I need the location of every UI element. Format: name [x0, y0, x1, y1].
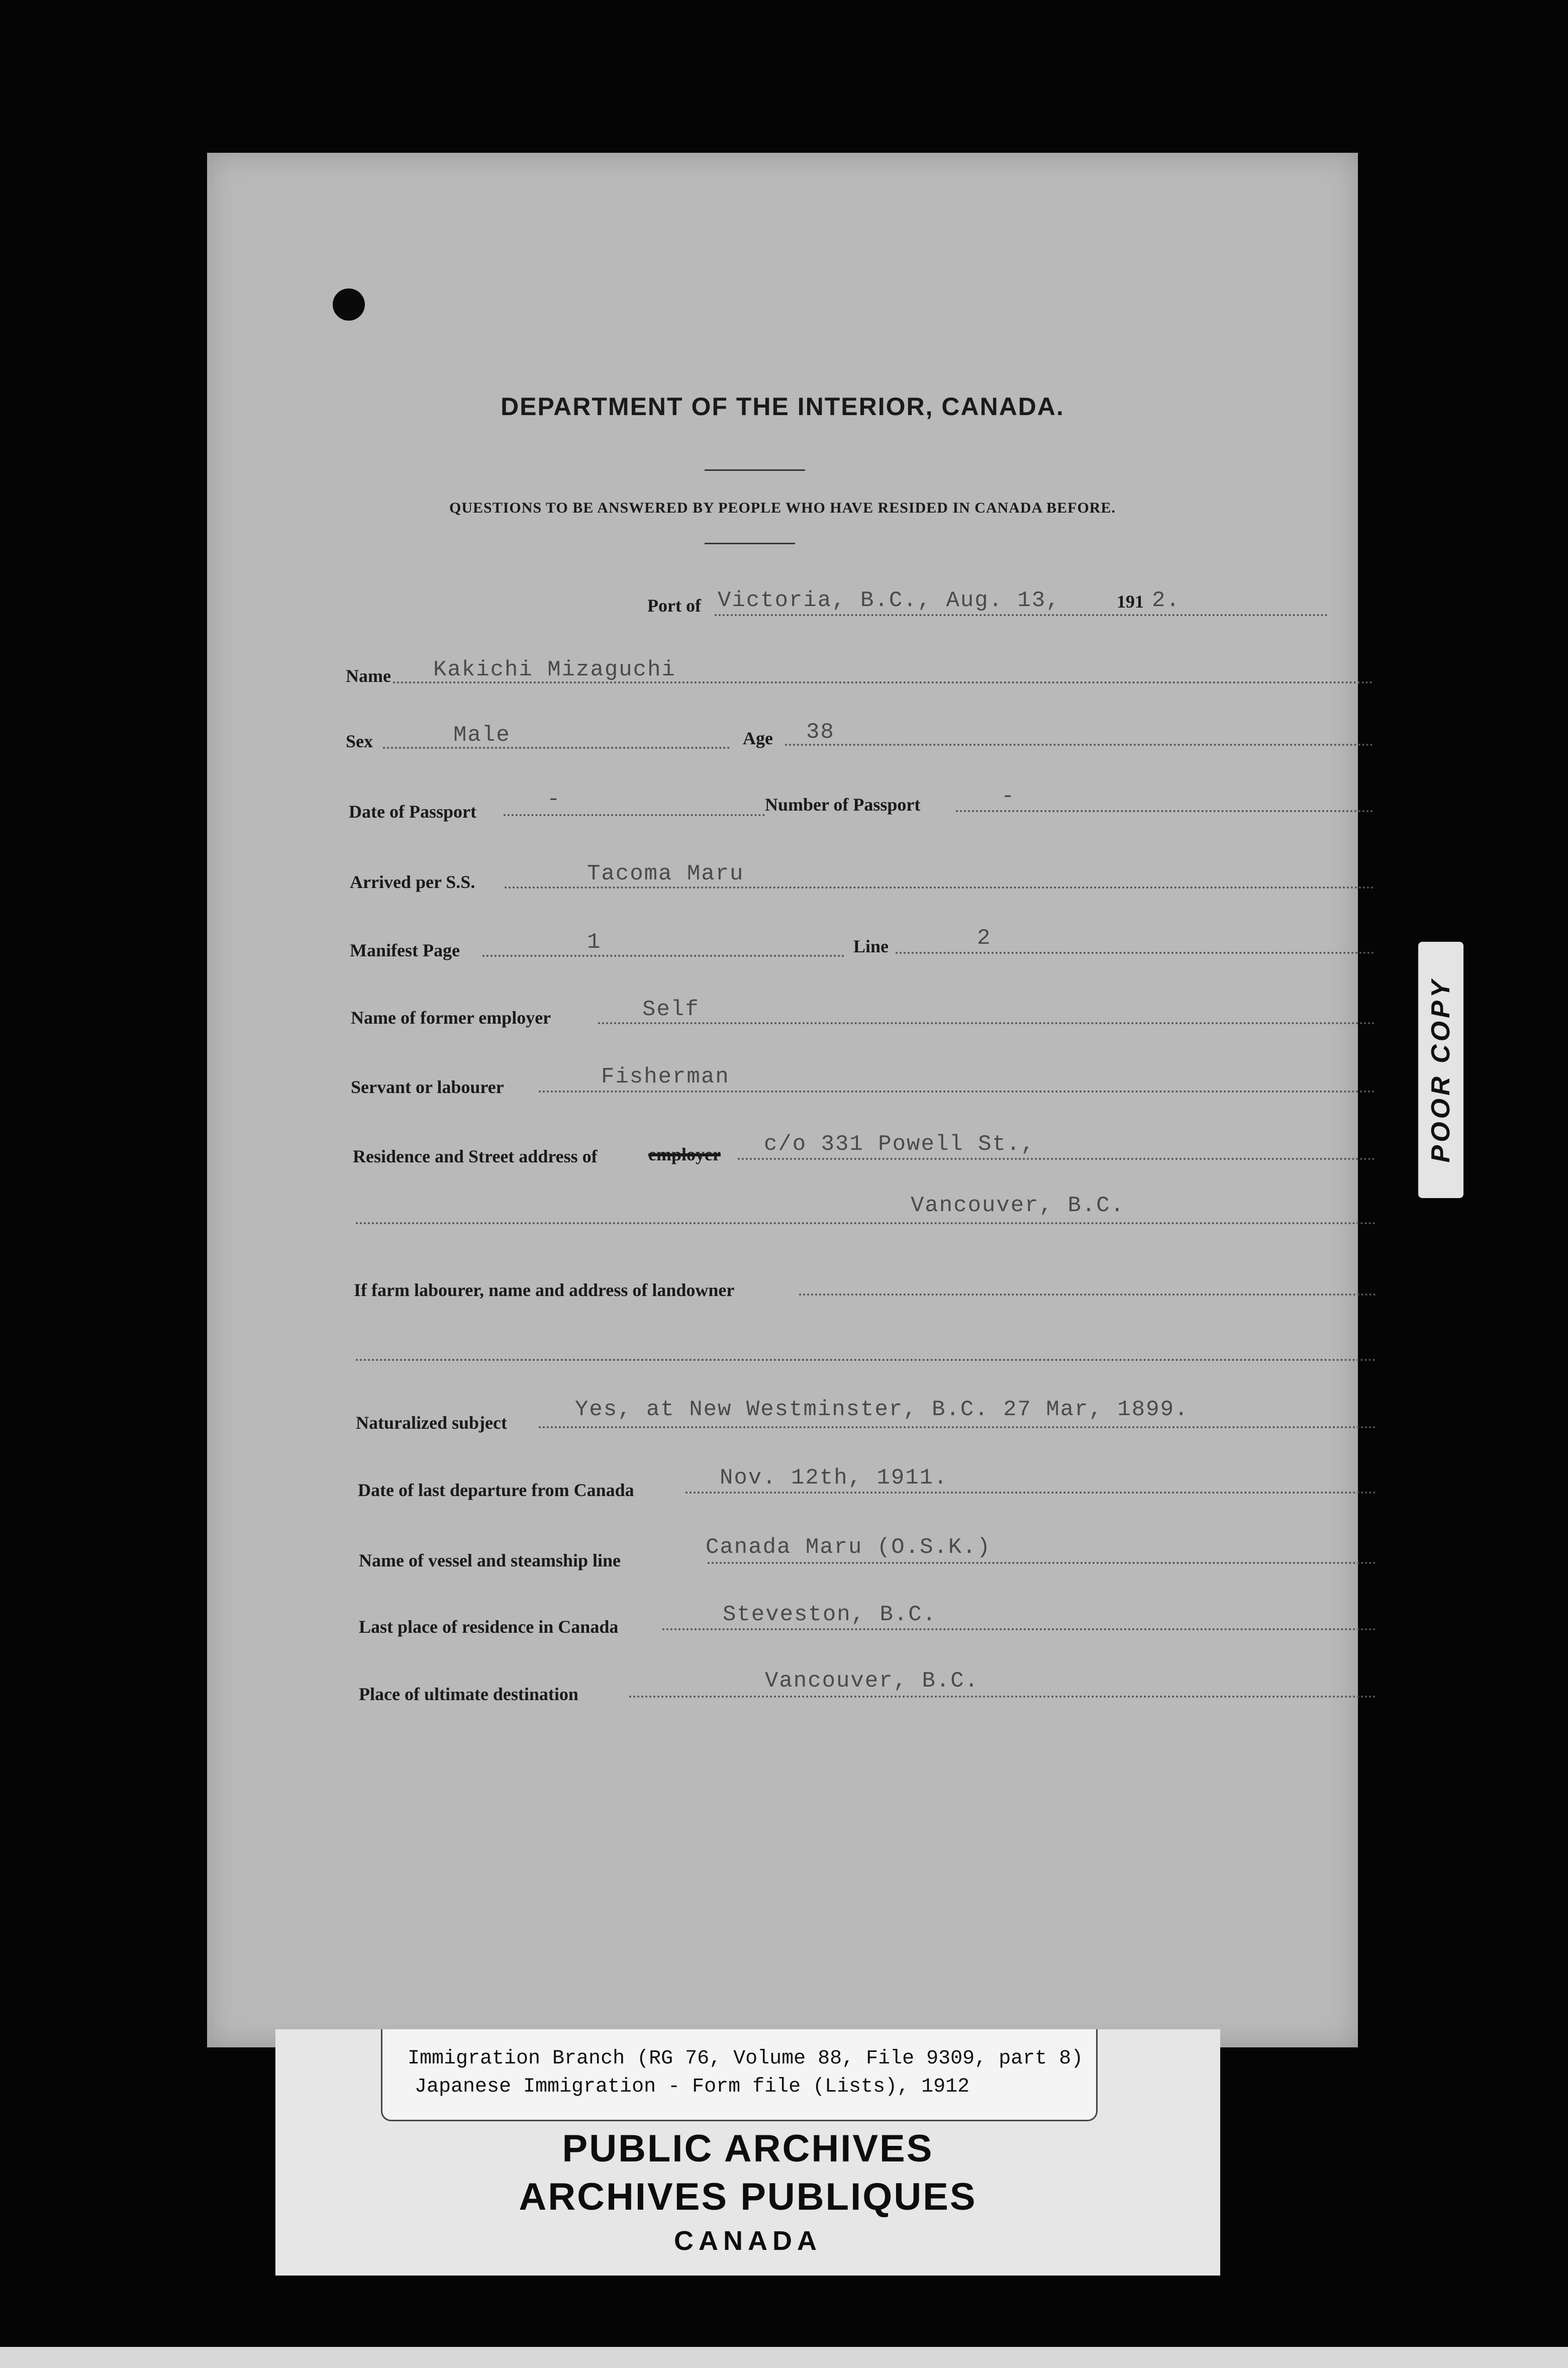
form-title: DEPARTMENT OF THE INTERIOR, CANADA. [501, 392, 1064, 421]
former-employer-dotted-line [598, 1022, 1375, 1024]
residence-dotted-line-2 [356, 1222, 1376, 1224]
last-residence-value: Steveston, B.C. [723, 1602, 937, 1627]
naturalized-dotted-line [539, 1426, 1376, 1428]
manifest-page-value: 1 [587, 930, 602, 955]
poor-copy-text: POOR COPY [1426, 977, 1455, 1163]
number-of-passport-label: Number of Passport [765, 795, 921, 815]
residence-struck-word: employer [648, 1144, 721, 1164]
arrived-per-value: Tacoma Maru [587, 861, 744, 886]
residence-value: c/o 331 Powell St., [764, 1132, 1035, 1157]
residence-label: Residence and Street address of [353, 1146, 598, 1166]
number-of-passport-value: - [1001, 784, 1016, 809]
number-of-passport-dotted-line [956, 810, 1373, 812]
destination-value: Vancouver, B.C. [765, 1668, 979, 1694]
farm-labourer-dotted-line [799, 1294, 1376, 1296]
divider [705, 543, 795, 544]
name-value: Kakichi Mizaguchi [433, 657, 676, 682]
servant-or-labourer-dotted-line [539, 1091, 1375, 1093]
port-value: Victoria, B.C., Aug. 13, [718, 588, 1060, 613]
archives-line-3: CANADA [674, 2226, 822, 2256]
last-residence-dotted-line [662, 1628, 1376, 1630]
sex-label: Sex [346, 731, 373, 751]
former-employer-label: Name of former employer [351, 1008, 551, 1028]
last-departure-dotted-line [685, 1492, 1376, 1494]
vessel-label: Name of vessel and steamship line [359, 1550, 621, 1570]
vessel-value: Canada Maru (O.S.K.) [706, 1535, 992, 1560]
servant-or-labourer-label: Servant or labourer [351, 1077, 504, 1097]
age-label: Age [743, 728, 773, 748]
arrived-per-label: Arrived per S.S. [350, 872, 475, 892]
poor-copy-stamp [1418, 942, 1463, 1198]
destination-dotted-line [629, 1696, 1376, 1698]
last-residence-label: Last place of residence in Canada [359, 1617, 619, 1637]
reference-tab [381, 2029, 1098, 2121]
vessel-dotted-line [708, 1562, 1376, 1564]
form-subtitle: QUESTIONS TO BE ANSWERED BY PEOPLE WHO HAVE RESIDED IN CANADA BEFORE. [449, 500, 1116, 516]
sex-dotted-line [383, 747, 730, 749]
age-value: 38 [806, 720, 835, 745]
date-of-passport-label: Date of Passport [349, 802, 476, 822]
manifest-page-label: Manifest Page [350, 940, 460, 960]
residence-value-2: Vancouver, B.C. [911, 1193, 1125, 1218]
date-of-passport-value: - [547, 787, 561, 812]
archive-label [275, 2029, 1220, 2276]
archives-line-2: ARCHIVES PUBLIQUES [519, 2176, 977, 2218]
form-page [207, 153, 1358, 2047]
date-of-passport-dotted-line [504, 814, 765, 816]
archives-line-1: PUBLIC ARCHIVES [562, 2127, 934, 2170]
last-departure-label: Date of last departure from Canada [358, 1480, 634, 1500]
manifest-page-dotted-line [482, 955, 844, 957]
residence-dotted-line [738, 1158, 1375, 1160]
divider [705, 469, 805, 471]
port-dotted-line [715, 614, 1328, 616]
naturalized-value: Yes, at New Westminster, B.C. 27 Mar, 1899. [575, 1397, 1189, 1422]
farm-labourer-dotted-line-2 [356, 1359, 1376, 1361]
line-value: 2 [977, 926, 992, 951]
age-dotted-line [785, 744, 1373, 746]
line-label: Line [853, 936, 889, 956]
reference-line-2: Japanese Immigration - Form file (Lists), 1912 [415, 2076, 970, 2098]
former-employer-value: Self [642, 997, 700, 1022]
year-prefix: 191 [1117, 591, 1144, 612]
port-label: Port of [647, 596, 701, 616]
year-suffix: 2. [1152, 588, 1181, 613]
last-departure-value: Nov. 12th, 1911. [720, 1465, 948, 1491]
line-dotted-line [896, 952, 1374, 954]
name-label: Name [346, 666, 391, 686]
arrived-per-dotted-line [505, 886, 1374, 889]
punch-hole [333, 288, 365, 321]
naturalized-label: Naturalized subject [356, 1413, 507, 1433]
farm-labourer-label: If farm labourer, name and address of landowner [354, 1280, 735, 1300]
sex-value: Male [453, 723, 511, 748]
servant-or-labourer-value: Fisherman [601, 1064, 730, 1090]
destination-label: Place of ultimate destination [359, 1684, 578, 1704]
reference-line-1: Immigration Branch (RG 76, Volume 88, File 9309, part 8) [408, 2047, 1084, 2070]
film-edge [0, 2347, 1568, 2368]
